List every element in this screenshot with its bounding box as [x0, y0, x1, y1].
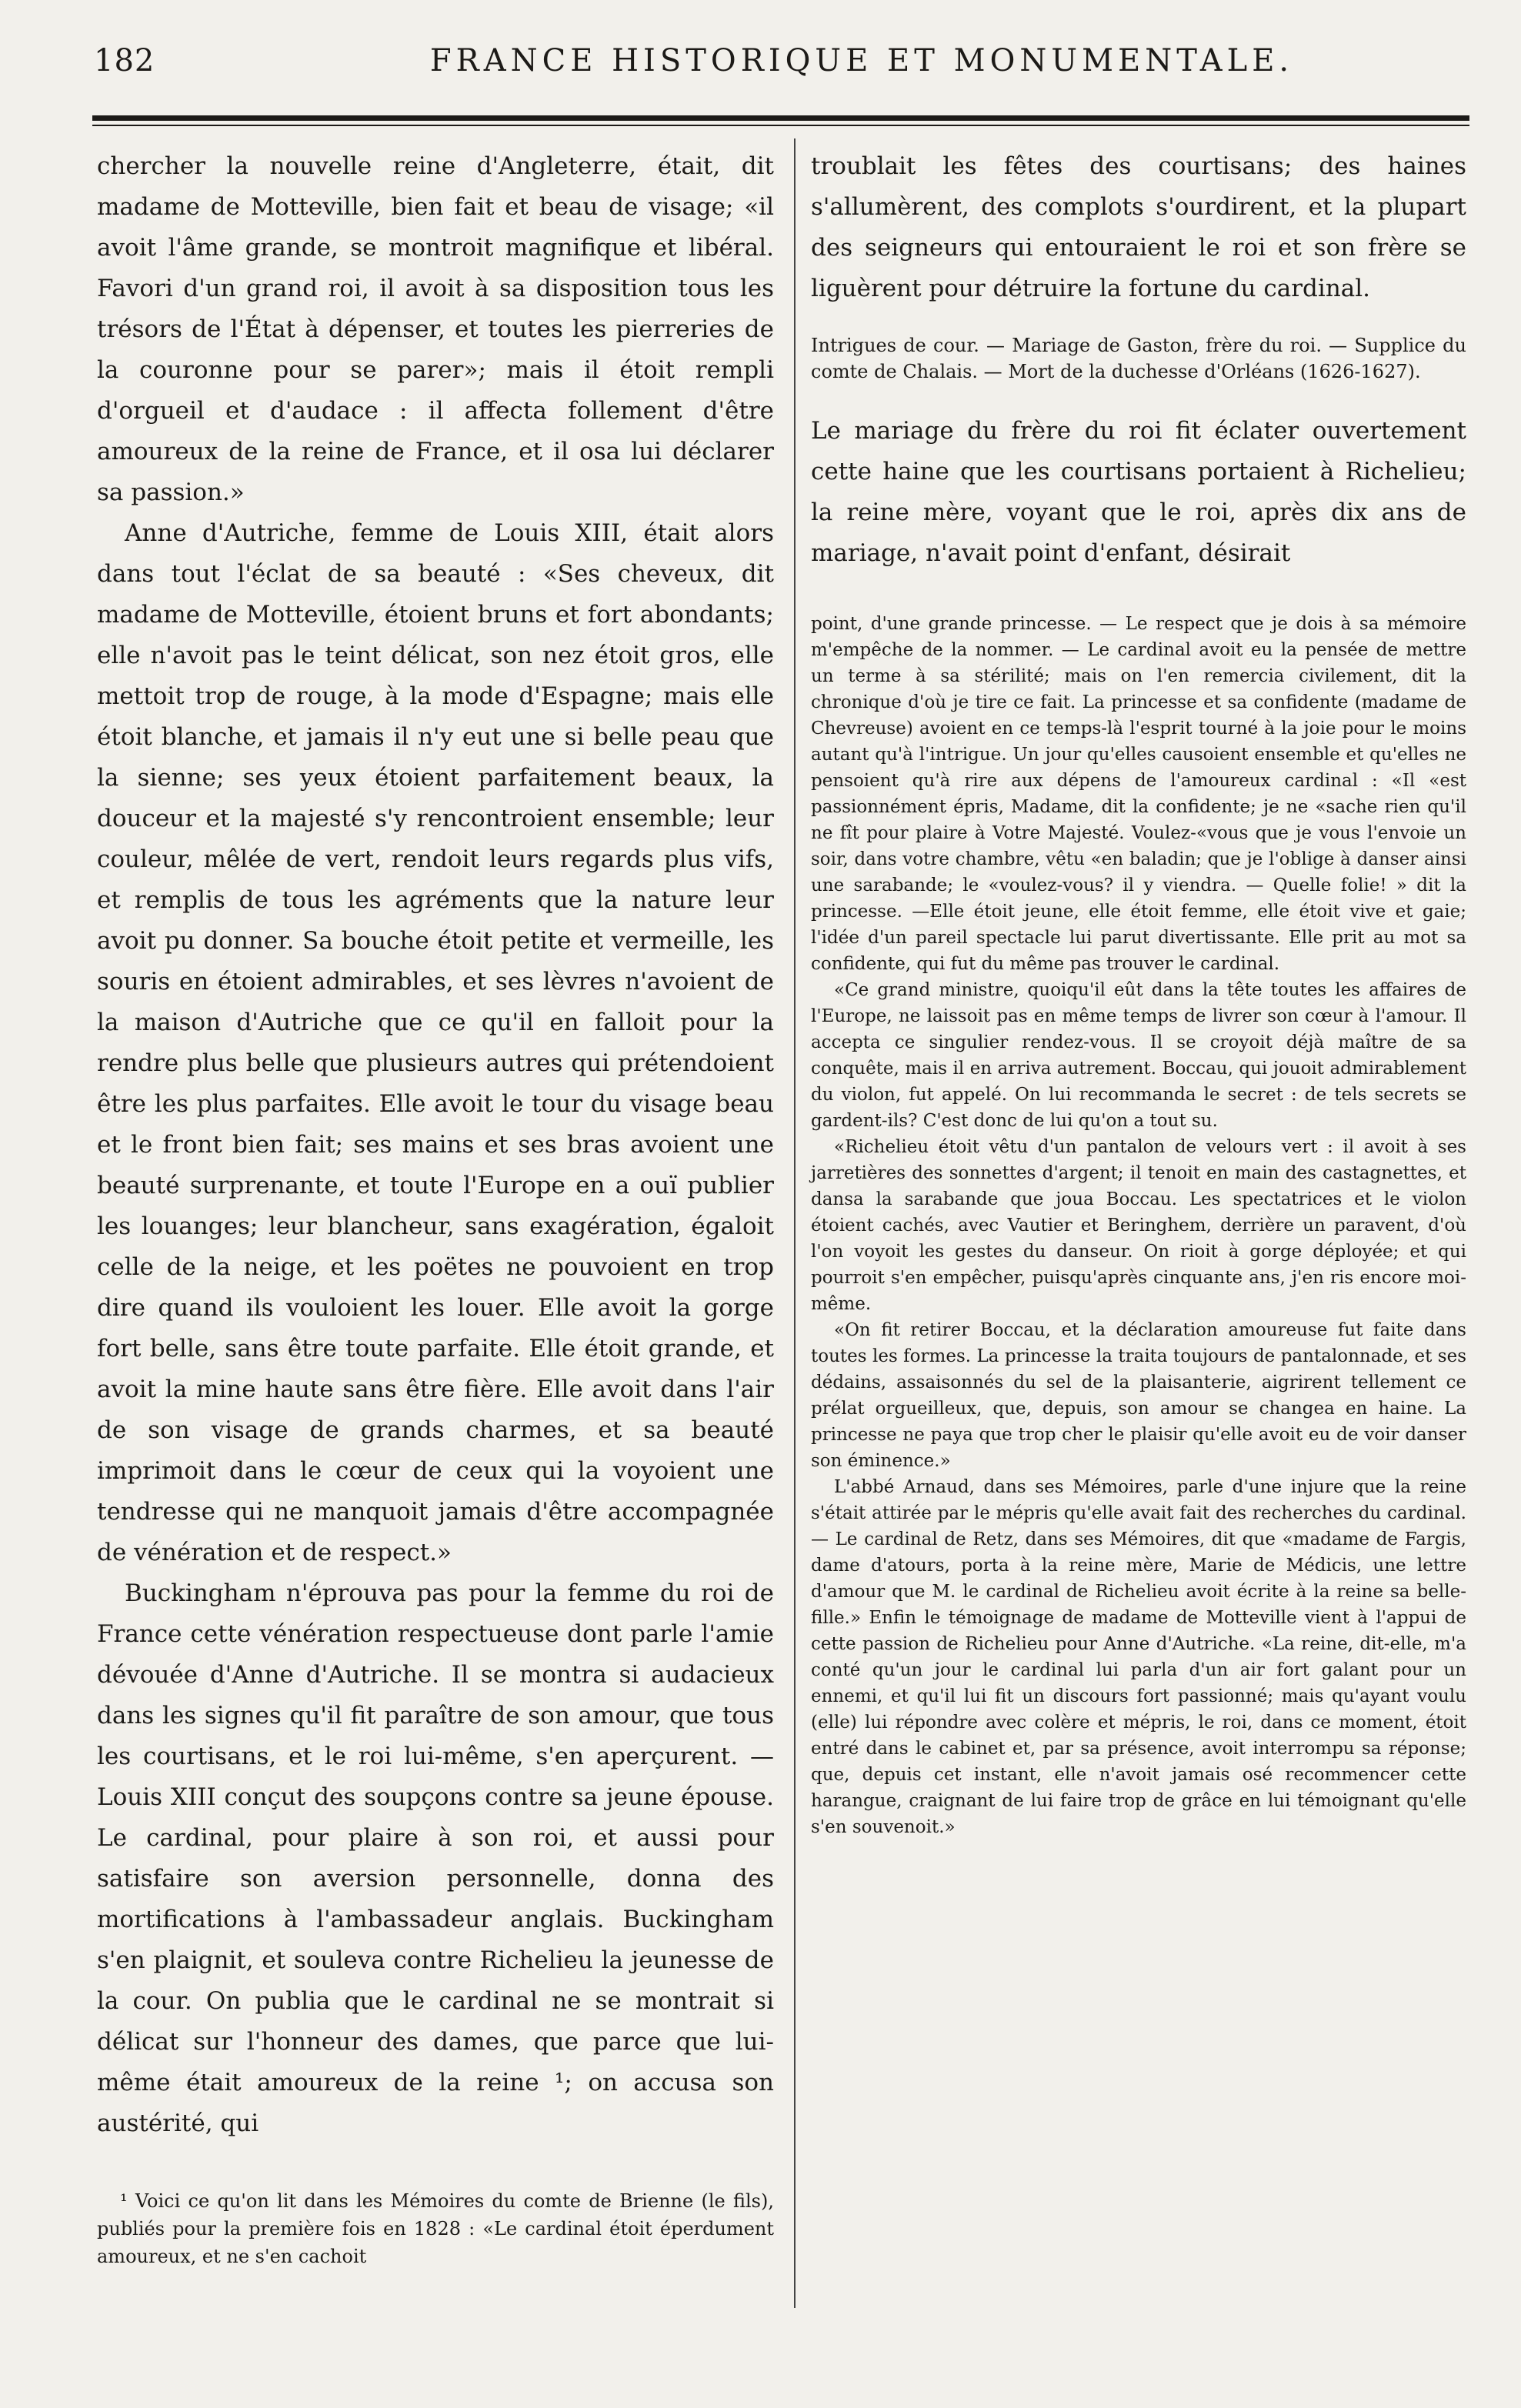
left-paragraph-2: Anne d'Autriche, femme de Louis XIII, était alors dans tout l'éclat de sa beauté : «Ses cheveux, dit madame de Motteville, étoient bruns et fort abondants; elle n'avoit pas le teint délicat, son nez étoit gros, elle mettoit trop de rouge, à la mode d'Espagne; mais elle étoit blanche, et jamais il n'y eut une si belle peau que la sienne; ses yeux étoient parfaitement beaux, la douceur et la majesté s'y rencontroient ensemble; leur couleur, mêlée de vert, rendoit leurs regards plus vifs, et remplis de tous les agréments que la nature leur avoit pu donner. Sa bouche étoit petite et vermeille, les souris en étoient admirables, et ses lèvres n'avoient de la maison d'Autriche que ce qu'il en falloit pour la rendre plus belle que plusieurs autres qui prétendoient être les plus parfaites. Elle avoit le tour du visage beau et le front bien fait; ses mains et ses bras avoient une beauté surprenante, et toute l'Europe en a ouï publier les louanges; leur blancheur, sans exagération, égaloit celle de la neige, et les poëtes ne pouvoient en trop dire quand ils vouloient les louer. Elle avoit la gorge fort belle, sans être toute parfaite. Elle étoit grande, et avoit la mine haute sans être fière. Elle avoit dans l'air de son visage de grands charmes, et sa beauté imprimoit dans le cœur de ceux qui la voyoient une tendresse qui ne manquoit jamais d'être accompagnée de vénération et de respect.» — [97, 519, 774, 1566]
page-number: 182 — [94, 43, 155, 78]
page-header — [0, 0, 1521, 100]
running-title: FRANCE HISTORIQUE ET MONUMENTALE. — [429, 43, 1294, 78]
left-paragraph-1: chercher la nouvelle reine d'Angleterre, était, dit madame de Motteville, bien fait et beau de visage; «il avoit l'âme grande, se montroit magnifique et libéral. Favori d'un grand roi, il avoit à sa disposition tous les trésors de l'État à dépenser, et toutes les pierreries de la couronne pour se parer»; mais il étoit rempli d'orgueil et d'audace : il affecta follement d'être amoureux de la reine de France, et il osa lui déclarer sa passion.» — [97, 152, 774, 506]
left-column — [97, 146, 774, 2270]
right-small-paragraph-1: point, d'une grande princesse. — Le respect que je dois à sa mémoire m'empêche de la nommer. — Le cardinal avoit eu la pensée de mettre un terme à sa stérilité; mais on l'en remercia civilement, dit la chronique d'où je tire ce fait. La princesse et sa confidente (madame de Chevreuse) avoient en ce temps-là l'esprit tourné à la joie pour le moins autant qu'à l'intrigue. Un jour qu'elles causoient ensemble et qu'elles ne pensoient qu'à rire aux dépens de l'amoureux cardinal : «Il «est passionnément épris, Madame, dit la confidente; je ne «sache rien qu'il ne fît pour plaire à Votre Majesté. Voulez-«vous que je vous l'envoie un soir, dans votre chambre, vêtu «en baladin; que je l'oblige à danser ainsi une sarabande; le «voulez-vous? il y viendra. — Quelle folie! » dit la princesse. —Elle étoit jeune, elle étoit femme, elle étoit vive et gaie; l'idée d'un pareil spectacle lui parut divertissante. Elle prit au mot sa confidente, qui fut du même pas trouver le cardinal. — [811, 614, 1466, 974]
header-rule-thick — [92, 115, 1469, 121]
right-intro-paragraph: troublait les fêtes des courtisans; des haines s'allumèrent, des complots s'ourdirent, et la plupart des seigneurs qui entouraient le roi et son frère se liguèrent pour détruire la fortune du cardinal. — [811, 152, 1466, 302]
right-small-paragraph-4: «On fit retirer Boccau, et la déclaration amoureuse fut faite dans toutes les formes. La princesse la traita toujours de pantalonnade, et ses dédains, assaisonnés du sel de la plaisanterie, aigrirent tellement ce prélat orgueilleux, que, depuis, son amour se changea en haine. La princesse ne paya que trop cher le plaisir qu'elle avoit eu de voir danser son éminence.» — [811, 1320, 1466, 1471]
column-divider — [794, 138, 796, 2308]
header-rule-thin — [92, 125, 1469, 126]
left-paragraph-3: Buckingham n'éprouva pas pour la femme du roi de France cette vénération respectueuse dont parle l'amie dévouée d'Anne d'Autriche. Il se montra si audacieux dans les signes qu'il fit paraître de son amour, que tous les courtisans, et le roi lui-même, s'en aperçurent. — Louis XIII conçut des soupçons contre sa jeune épouse. Le cardinal, pour plaire à son roi, et aussi pour satisfaire son aversion personnelle, donna des mortifications à l'ambassadeur anglais. Buckingham s'en plaignit, et souleva contre Richelieu la jeunesse de la cour. On publia que le cardinal ne se montrait si délicat sur l'honneur des dames, que parce que lui-même était amoureux de la reine ¹; on accusa son austérité, qui — [97, 1579, 774, 2137]
right-small-paragraph-2: «Ce grand ministre, quoiqu'il eût dans la tête toutes les affaires de l'Europe, ne laissoit pas en même temps de livrer son cœur à l'amour. Il accepta ce singulier rendez-vous. Il se croyoit déjà maître de sa conquête, mais il en arriva autrement. Boccau, qui jouoit admirablement du violon, fut appelé. On lui recommanda le secret : de tels secrets se gardent-ils? C'est donc de lui qu'on a tout su. — [811, 980, 1466, 1131]
section-heading: Intrigues de cour. — Mariage de Gaston, frère du roi. — Supplice du comte de Chalais. — Mort de la duchesse d'Orléans (1626-1627). — [811, 335, 1466, 382]
right-small-paragraph-3: «Richelieu étoit vêtu d'un pantalon de velours vert : il avoit à ses jarretières des sonnettes d'argent; il tenoit en main des castagnettes, et dansa la sarabande que joua Boccau. Les spectatrices et le violon étoient cachés, avec Vautier et Beringhem, derrière un paravent, d'où l'on voyoit les gestes du danseur. On rioit à gorge déployée; et qui pourroit s'en empêcher, puisqu'après cinquante ans, j'en ris encore moi-même. — [811, 1137, 1466, 1314]
right-small-paragraph-5: L'abbé Arnaud, dans ses Mémoires, parle d'une injure que la reine s'était attirée par le mépris qu'elle avait fait des recherches du cardinal. — Le cardinal de Retz, dans ses Mémoires, dit que «madame de Fargis, dame d'atours, porta à la reine mère, Marie de Médicis, une lettre d'amour que M. le cardinal de Richelieu avoit écrite à la reine sa belle-fille.» Enfin le témoignage de madame de Motteville vient à l'appui de cette passion de Richelieu pour Anne d'Autriche. «La reine, dit-elle, m'a conté qu'un jour le cardinal lui parla d'un air fort galant pour un ennemi, et qu'il lui fit un discours fort passionné; mais qu'ayant voulu (elle) lui répondre avec colère et mépris, le roi, dans ce moment, étoit entré dans le cabinet et, par sa présence, avoit interrompu sa réponse; que, depuis cet instant, elle n'avoit jamais osé recommencer cette harangue, craignant de lui faire trop de grâce en lui témoignant qu'elle s'en souvenoit.» — [811, 1477, 1466, 1837]
right-section-paragraph: Le mariage du frère du roi fit éclater ouvertement cette haine que les courtisans portaient à Richelieu; la reine mère, voyant que le roi, après dix ans de mariage, n'avait point d'enfant, désirait — [811, 417, 1466, 567]
right-column — [811, 146, 1466, 1840]
footnote: ¹ Voici ce qu'on lit dans les Mémoires du comte de Brienne (le fils), publiés pour la première fois en 1828 : «Le cardinal étoit éperdument amoureux, et ne s'en cachoit — [97, 2190, 774, 2267]
